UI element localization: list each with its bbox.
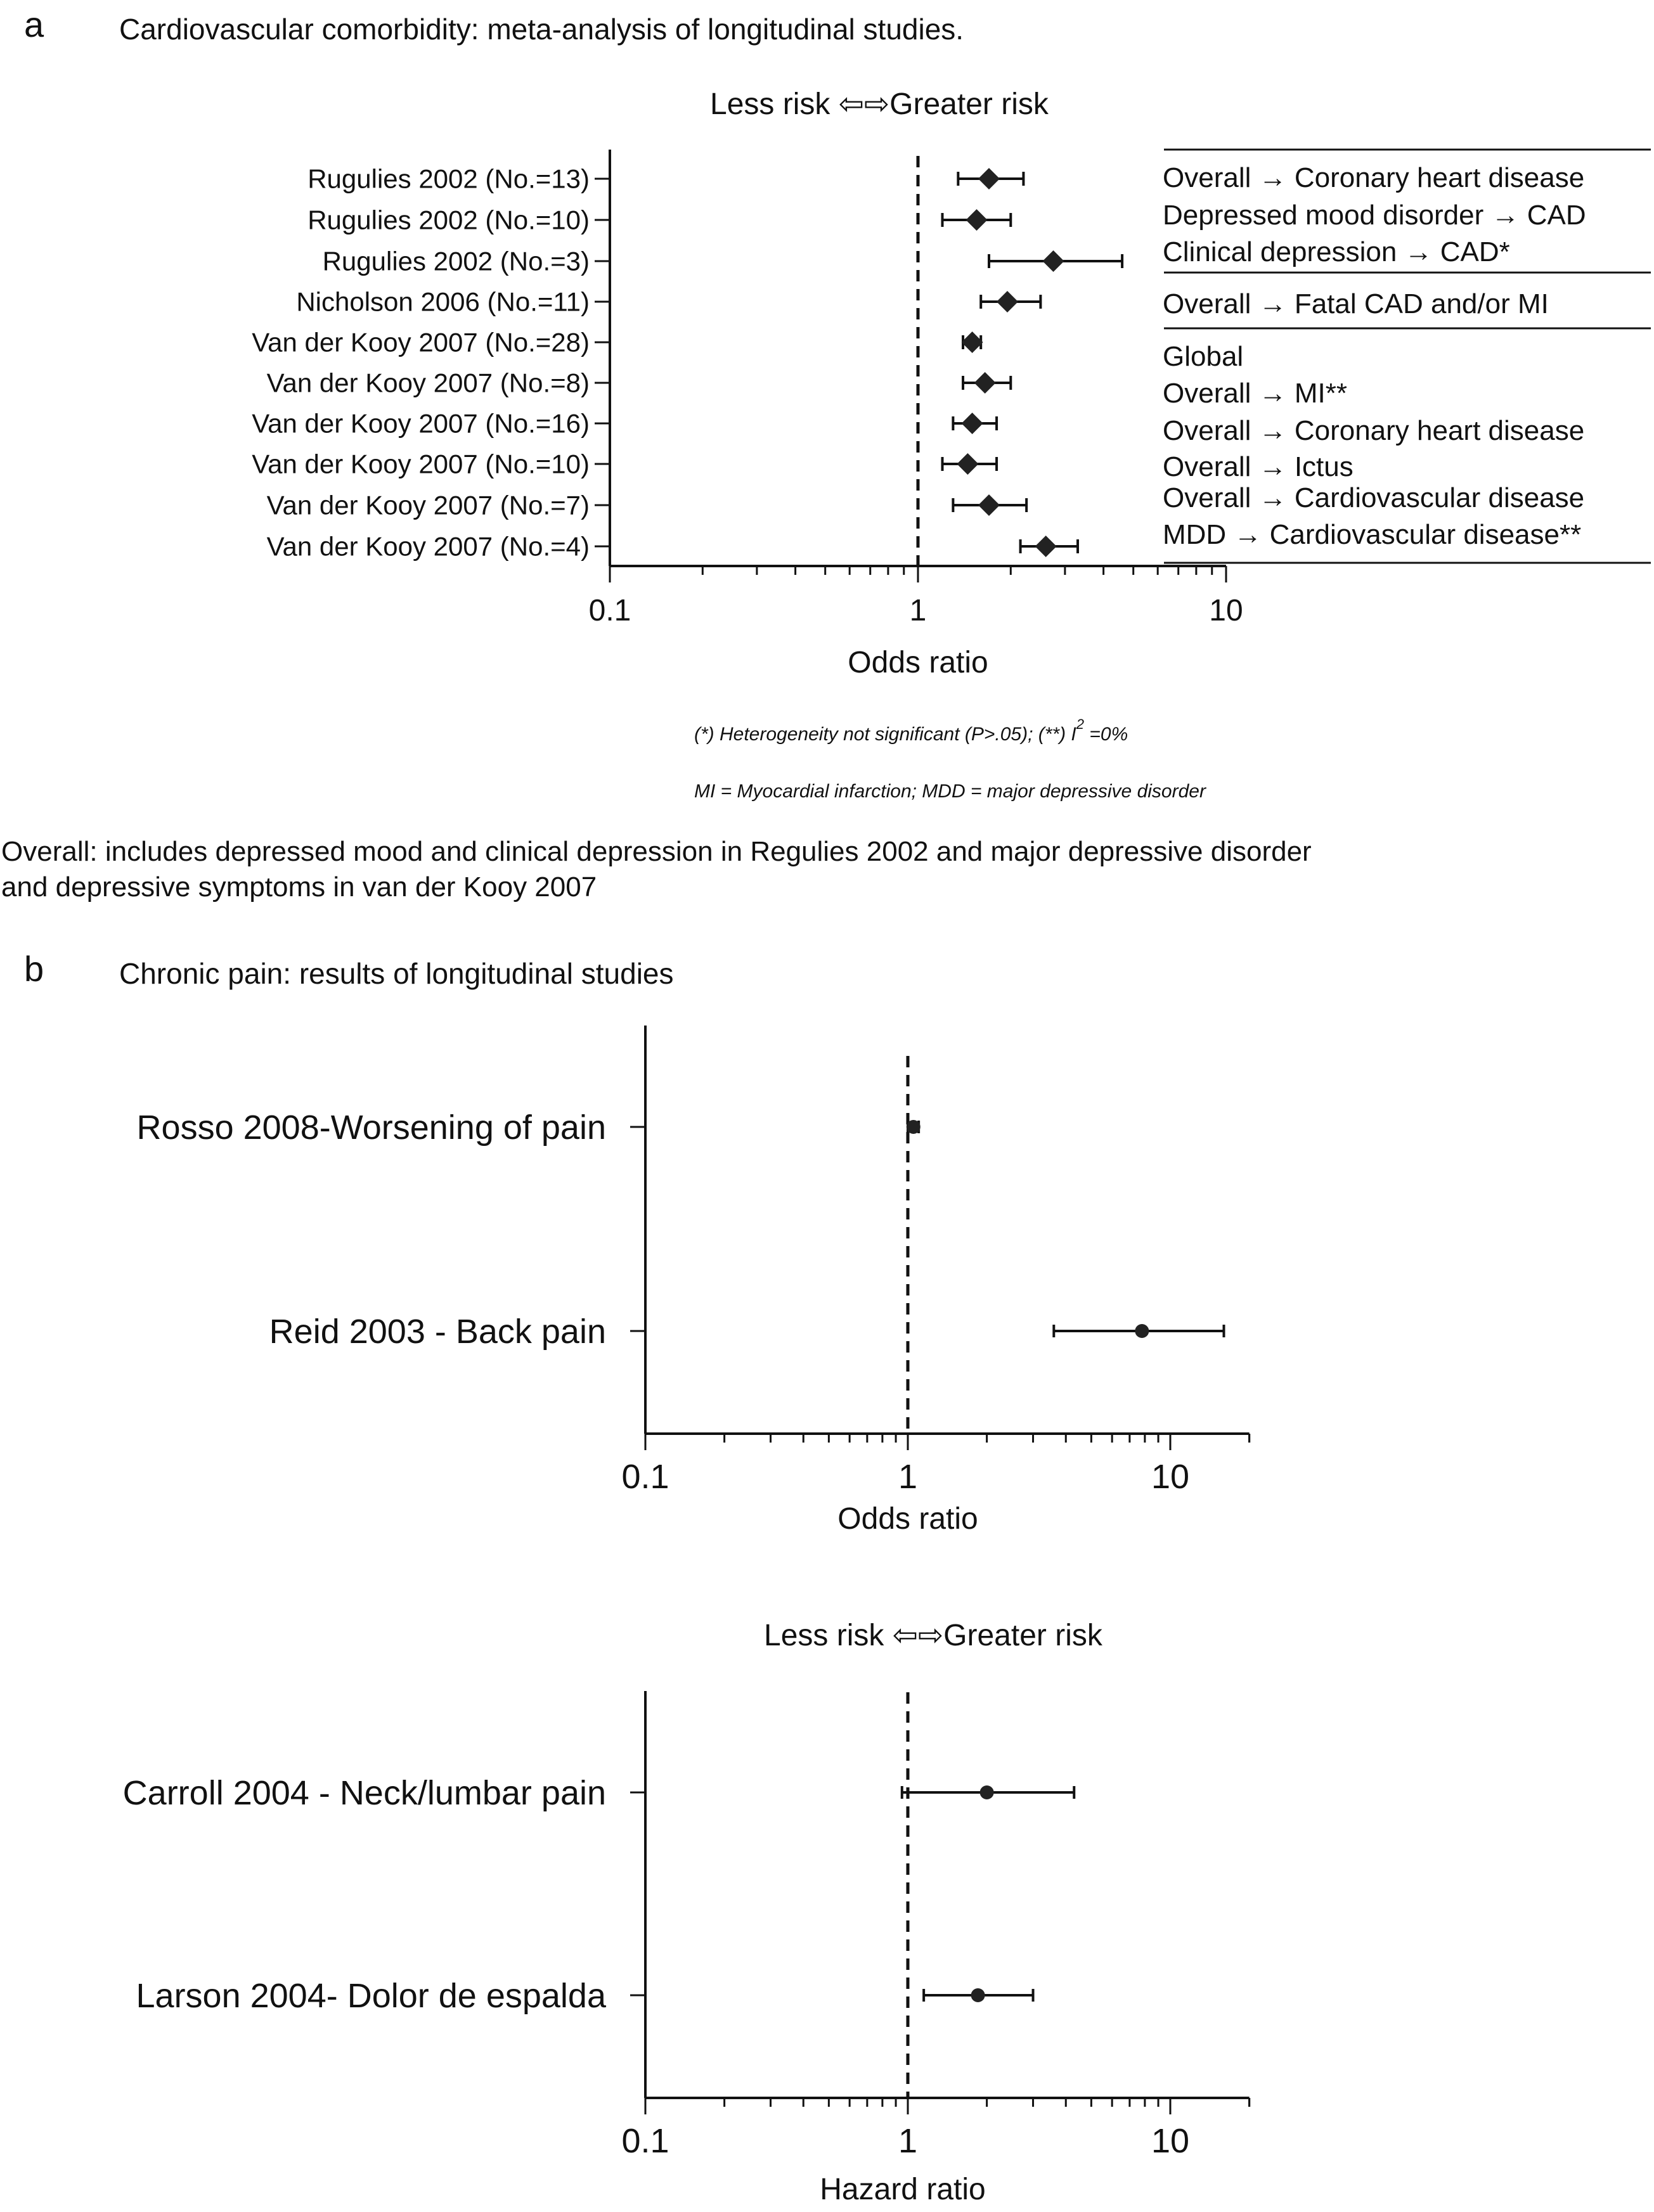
legend-item: Clinical depression → CAD* [1163, 236, 1510, 267]
study-label: Van der Kooy 2007 (No.=8) [266, 368, 590, 398]
x-axis-label: Odds ratio [837, 1502, 978, 1536]
forest-plot-chronic-pain-hazard [123, 1691, 1250, 2206]
footnote-abbreviations: MI = Myocardial infarction; MDD = major depressive disorder [694, 781, 1206, 802]
legend-item: Overall → Coronary heart disease [1163, 415, 1585, 446]
x-axis-label: Hazard ratio [820, 2173, 986, 2206]
point-estimate-diamond [1043, 250, 1064, 272]
legend-item: Overall → Ictus [1163, 451, 1354, 482]
x-tick-label: 10 [1151, 1458, 1190, 1496]
panel-a-direction-label: Less risk ⇦⇨Greater risk [710, 87, 1049, 121]
legend-item: Overall → Fatal CAD and/or MI [1163, 288, 1549, 319]
point-estimate-diamond [974, 372, 996, 394]
x-tick-label: 1 [909, 594, 927, 627]
legend-item: Overall → Cardiovascular disease [1163, 482, 1585, 513]
legend-item: Overall → Coronary heart disease [1163, 162, 1585, 193]
x-tick-label: 0.1 [621, 2122, 669, 2160]
study-label: Van der Kooy 2007 (No.=16) [252, 408, 590, 439]
point-estimate-diamond [966, 209, 988, 231]
point-estimate-diamond [978, 168, 1000, 190]
study-label: Larson 2004- Dolor de espalda [136, 1976, 606, 2015]
legend-item: Overall → MI** [1163, 378, 1347, 409]
x-axis-label: Odds ratio [848, 646, 988, 679]
point-estimate-dot [980, 1785, 994, 1799]
panel-a-legend [1163, 150, 1651, 563]
study-label: Rosso 2008-Worsening of pain [136, 1108, 606, 1147]
study-label: Van der Kooy 2007 (No.=28) [252, 327, 590, 357]
point-estimate-dot [1135, 1324, 1149, 1338]
x-tick-label: 10 [1151, 2122, 1190, 2160]
study-label: Van der Kooy 2007 (No.=10) [252, 449, 590, 479]
forest-plot-cardiovascular [252, 150, 1243, 679]
study-label: Reid 2003 - Back pain [269, 1312, 606, 1351]
study-label: Rugulies 2002 (No.=3) [322, 246, 590, 276]
point-estimate-diamond [962, 413, 983, 434]
legend-item: MDD → Cardiovascular disease** [1163, 519, 1582, 550]
study-label: Van der Kooy 2007 (No.=7) [266, 490, 590, 520]
x-tick-label: 10 [1209, 594, 1243, 627]
study-label: Rugulies 2002 (No.=10) [307, 205, 590, 235]
footnote-heterogeneity: (*) Heterogeneity not significant (P>.05); (**) $I^2 =0\%$ [694, 716, 1128, 745]
x-tick-label: 1 [898, 1458, 918, 1496]
legend-item: Global [1163, 341, 1244, 372]
study-label: Carroll 2004 - Neck/lumbar pain [122, 1773, 606, 1812]
panel-b-direction-label: Less risk ⇦⇨Greater risk [764, 1619, 1102, 1652]
point-estimate-diamond [978, 494, 1000, 516]
point-estimate-dot [971, 1988, 985, 2002]
forest-plot-chronic-pain-odds [137, 1026, 1250, 1536]
overall-note-line-1: Overall: includes depressed mood and clinical depression in Regulies 2002 and major depressive disorder [1, 836, 1312, 867]
panel-a-letter: a [24, 4, 44, 44]
point-estimate-diamond [997, 291, 1018, 312]
x-tick-label: 0.1 [621, 1458, 669, 1496]
x-tick-label: 1 [898, 2122, 918, 2160]
study-label: Nicholson 2006 (No.=11) [296, 286, 590, 317]
point-estimate-dot [907, 1120, 921, 1134]
panel-a-title: Cardiovascular comorbidity: meta-analysis of longitudinal studies. [119, 13, 964, 46]
overall-note-line-2: and depressive symptoms in van der Kooy 2007 [1, 871, 597, 903]
point-estimate-diamond [962, 331, 983, 353]
point-estimate-diamond [957, 453, 978, 475]
legend-item: Depressed mood disorder → CAD [1163, 200, 1586, 231]
study-label: Van der Kooy 2007 (No.=4) [266, 531, 590, 562]
panel-b-title: Chronic pain: results of longitudinal studies [119, 957, 674, 990]
x-tick-label: 0.1 [588, 594, 631, 627]
study-label: Rugulies 2002 (No.=13) [307, 164, 590, 194]
panel-b-letter: b [24, 949, 44, 989]
point-estimate-diamond [1035, 536, 1057, 557]
